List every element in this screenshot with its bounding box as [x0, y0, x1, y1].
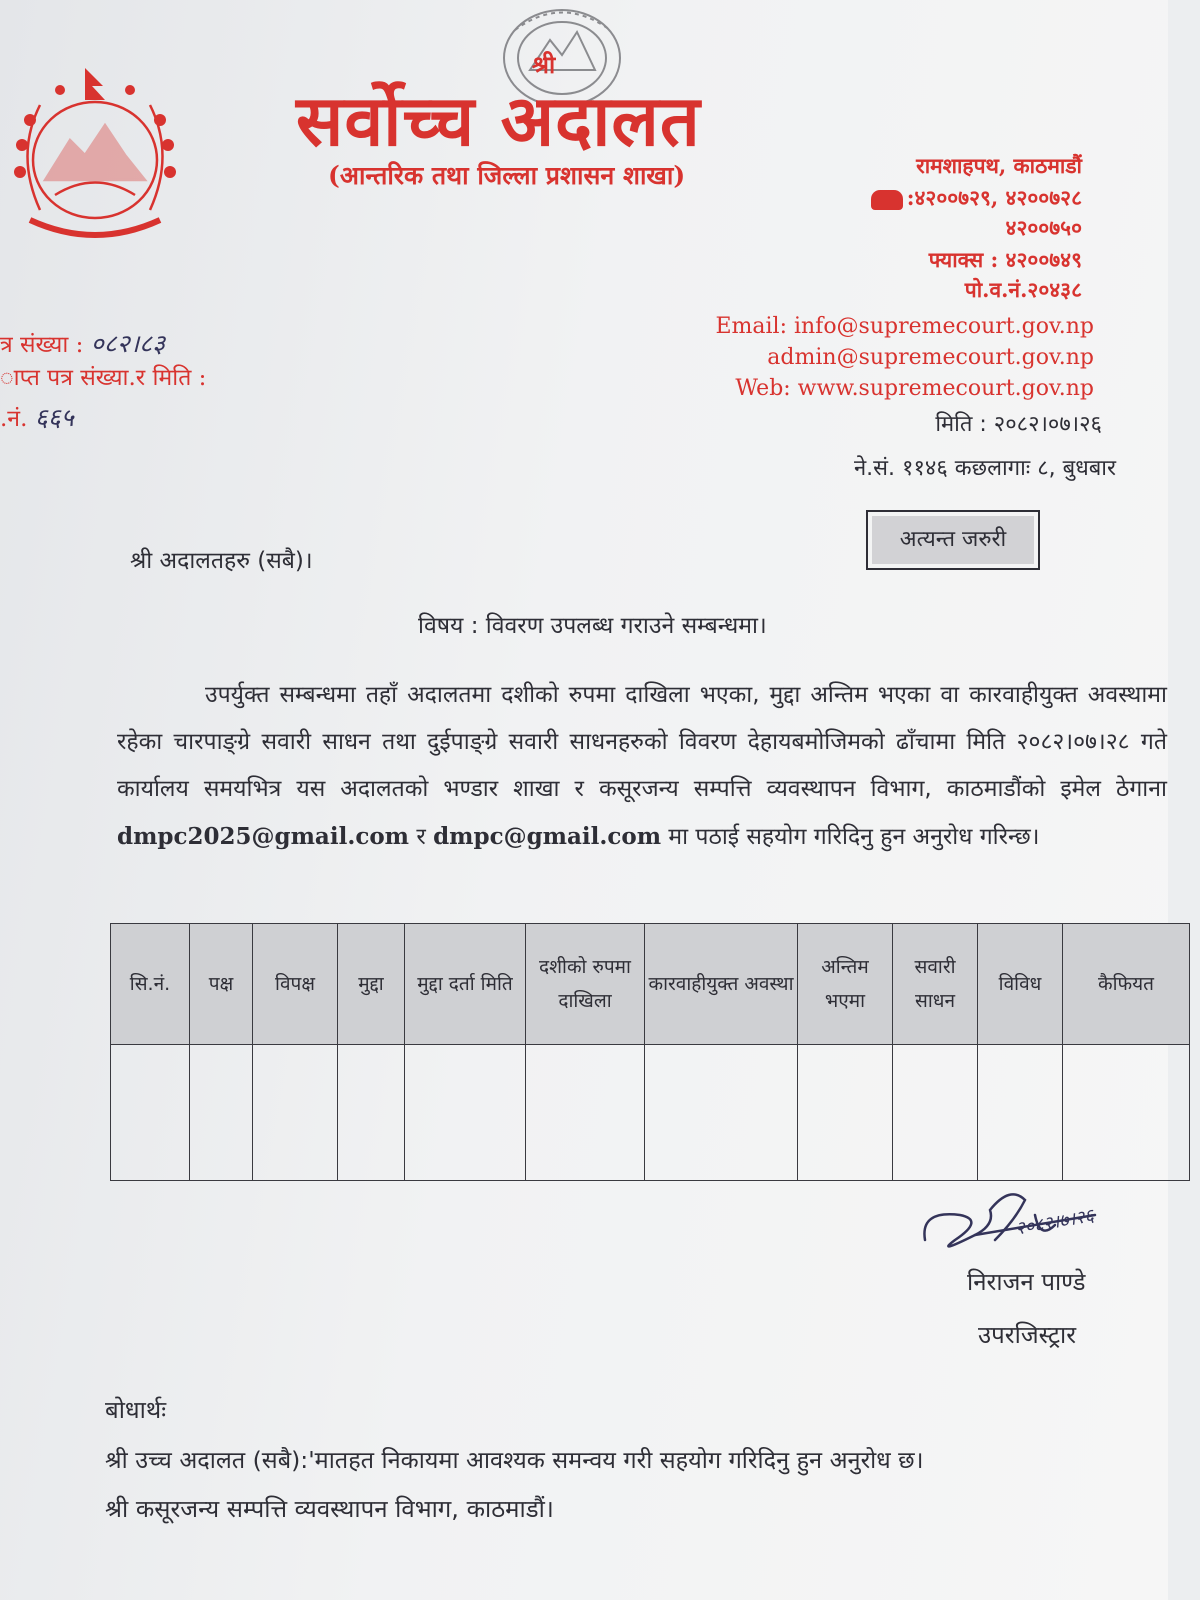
po-box: पो.व.नं.२०४३८: [964, 277, 1082, 302]
phone-line-2: ४२००७५०: [1005, 215, 1082, 240]
nepal-emblem-icon: [0, 60, 190, 240]
received-letter-label: ाप्त पत्र संख्या.र मिति :: [0, 365, 207, 391]
col-remarks: कैफियत: [1063, 924, 1190, 1045]
col-miscellaneous: विविध: [978, 924, 1063, 1045]
phone-icon: [871, 190, 903, 210]
table-cell: [1063, 1045, 1190, 1181]
col-serial-number: सि.नं.: [111, 924, 190, 1045]
nepal-sambat-date: ने.सं. ११४६ कछलागाः ८, बुधबार: [853, 456, 1116, 481]
body-text-3: मा पठाई सहयोग गरिदिनु हुन अनुरोध गरिन्छ।: [668, 824, 1040, 850]
dispatch-number-value: ६६५: [34, 403, 74, 432]
urgent-stamp: [866, 510, 1040, 570]
phone-line-1: [871, 184, 1082, 212]
table-cell: [405, 1045, 526, 1181]
website: Web: www.supremecourt.gov.np: [735, 376, 1094, 401]
signatory-title: उपरजिस्ट्रार: [978, 1321, 1077, 1349]
body-text-2: र: [416, 824, 426, 850]
address: रामशाहपथ, काठमाडौं: [916, 153, 1082, 178]
cc-line-high-courts: श्री उच्च अदालत (सबै):'मातहत निकायमा आवश्यक समन्वय गरी सहयोग गरिदिनु हुन अनुरोध छ।: [105, 1446, 924, 1474]
letter-date: मिति : २०८२।०७।२६: [935, 412, 1102, 437]
col-under-proceedings: कारवाहीयुक्त अवस्था: [645, 924, 798, 1045]
table-cell: [338, 1045, 405, 1181]
body-text-1: उपर्युक्त सम्बन्धमा तहाँ अदालतमा दशीको रुपमा दाखिला भएका, मुद्दा अन्तिम भएका वा कारवाहीयुक्त अवस्थामा रहेका चारपाङ्ग्रे सवारी साधन तथा दुईपाङ्ग्रे सवारी साधनहरुको विवरण देहायबमोजिमको ढाँचामा मिति २०८२।०७।२८ गते कार्यालय समयभित्र यस अदालतको भण्डार शाखा र कसूरजन्य सम्पत्ति व्यवस्थापन विभाग, काठमाडौंको इमेल ठेगाना: [117, 682, 1167, 802]
vehicle-details-table: [110, 923, 1190, 1181]
fax-number: फ्याक्स : ४२००७४९: [928, 247, 1082, 272]
letter-body: [117, 672, 1167, 861]
phone-numbers: :४२००७२९, ४२००७२८: [906, 185, 1082, 210]
table-cell: [893, 1045, 978, 1181]
branch-name: (आन्तरिक तथा जिल्ला प्रशासन शाखा): [328, 161, 686, 190]
table-cell: [111, 1045, 190, 1181]
letter-number-label: त्र संख्या :: [0, 332, 84, 358]
email-dmpc2025: dmpc2025@gmail.com: [117, 823, 410, 850]
urgent-label: अत्यन्त जरुरी: [872, 516, 1034, 564]
table-row: [111, 1045, 1190, 1181]
col-submitted-as-exhibit: दशीको रुपमा दाखिला: [526, 924, 645, 1045]
table-cell: [645, 1045, 798, 1181]
col-opposite-party: विपक्ष: [253, 924, 338, 1045]
signatory-name: निराजन पाण्डे: [967, 1268, 1086, 1296]
col-vehicle: सवारी साधन: [893, 924, 978, 1045]
table-cell: [798, 1045, 893, 1181]
table-cell: [978, 1045, 1063, 1181]
table-cell: [526, 1045, 645, 1181]
signature-date: २०८२।७।२६: [1013, 1205, 1096, 1240]
letter-number: [0, 326, 165, 360]
email-admin: admin@supremecourt.gov.np: [767, 345, 1094, 370]
table-header-row: [111, 924, 1190, 1045]
col-party: पक्ष: [190, 924, 253, 1045]
dispatch-number: [0, 400, 74, 434]
recipient: श्री अदालतहरु (सबै)।: [130, 548, 313, 574]
table-cell: [253, 1045, 338, 1181]
court-name: सर्वोच्च अदालत: [296, 79, 701, 162]
email-info: Email: info@supremecourt.gov.np: [715, 314, 1094, 339]
table-cell: [190, 1045, 253, 1181]
seal-text: श्री: [532, 50, 556, 79]
subject-line: विषय : विवरण उपलब्ध गराउने सम्बन्धमा।: [418, 613, 767, 639]
letter-number-value: ०८२।८३: [90, 329, 166, 358]
col-case-registration-date: मुद्दा दर्ता मिति: [405, 924, 526, 1045]
cc-label: बोधार्थः: [105, 1396, 167, 1424]
dispatch-number-label: .नं.: [0, 406, 28, 432]
email-dmpc: dmpc@gmail.com: [433, 823, 662, 850]
col-case: मुद्दा: [338, 924, 405, 1045]
cc-line-asset-department: श्री कसूरजन्य सम्पत्ति व्यवस्थापन विभाग, काठमाडौं।: [105, 1495, 554, 1523]
col-if-finalized: अन्तिम भएमा: [798, 924, 893, 1045]
